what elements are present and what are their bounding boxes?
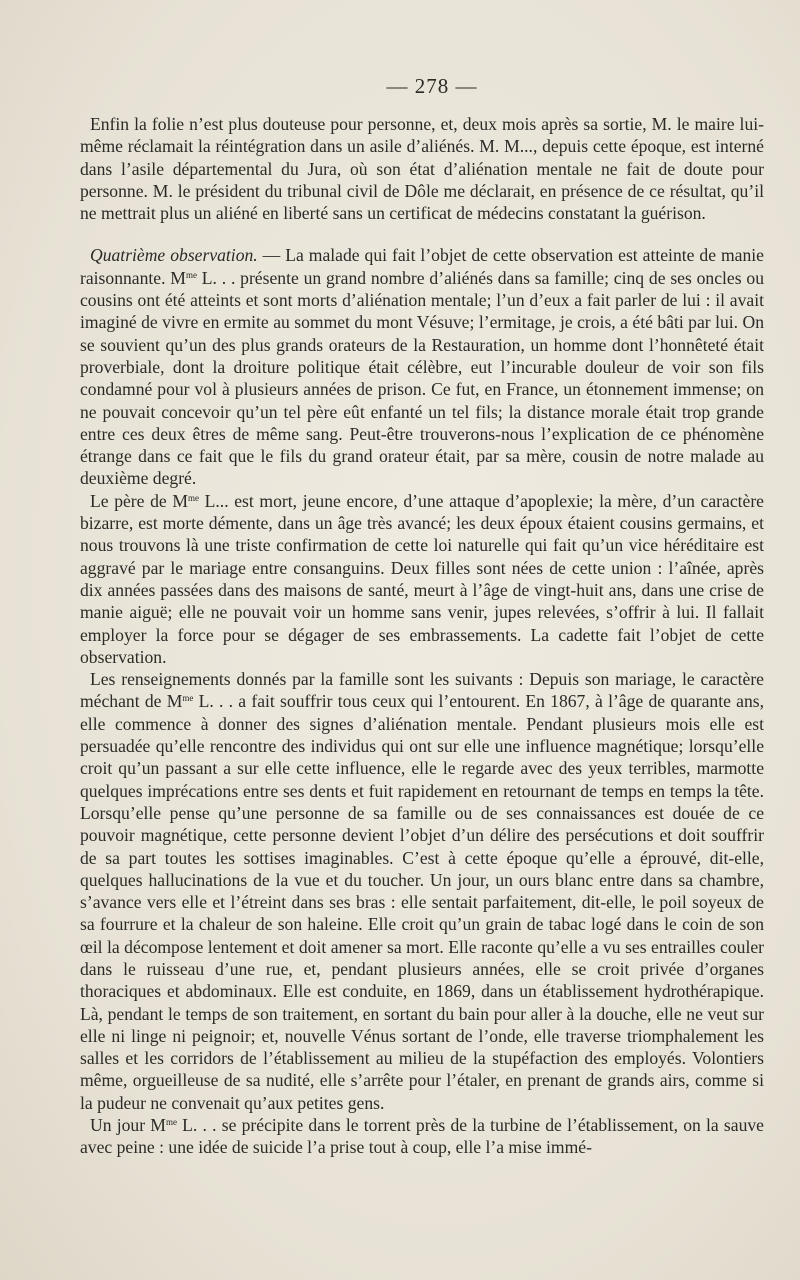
paragraph-text: Les renseignements donnés par la famille sont les suivants : Depuis son mariage, le caractère méchant de M [80,669,764,712]
superscript-abbrev: me [185,269,197,280]
body-text [80,113,764,1159]
paragraph [80,490,764,668]
paragraph [80,1114,764,1159]
superscript-abbrev: me [188,492,200,503]
paragraph-text: Un jour M [90,1115,166,1136]
paragraph-text: Le père de M [90,490,189,511]
observation-heading: Quatrième observation. [90,245,258,266]
paragraph [80,244,764,489]
paragraph-text: L. . . a fait souffrir tous ceux qui l’entourent. En 1867, à l’âge de quarante ans, elle commence à donner des signes d’aliénation mentale. Pendant plusieurs mois elle est persuadée qu’elle rencontre des individus qui ont sur elle une influence magnétique; lorsqu’elle croit qu’un passant a sur elle cette influence, elle le regarde avec des yeux terribles, marmotte quelques imprécations entre ses dents et fuit rapidement en retournant de temps en temps la tête. Lorsqu’elle pense qu’une personne de sa famille ou de ses connaissances est douée de ce pouvoir magnétique, cette personne devient l’objet d’un délire des persécutions et doit souffrir de sa part toutes les sottises imaginables. C’est à cette époque qu’elle a éprouvé, dit-elle, quelques hallucinations de la vue et du toucher. Un jour, un ours blanc entre dans sa chambre, s’avance vers elle et l’étreint dans ses bras : elle sentait parfaitement, dit-elle, le poil soyeux de sa fourrure et la chaleur de son haleine. Elle croit qu’un grain de tabac logé dans le coin de son œil la décompose lentement et doit amener sa mort. Elle raconte qu’elle a vu ses entrailles couler dans le ruisseau d’une rue, et, pendant plusieurs années, elle se croit privée d’organes thoraciques et abdominaux. Elle est conduite, en 1869, dans un établissement hydrothérapique. Là, pendant le temps de son traitement, en sortant du bain pour aller à la douche, elle ne veut sur elle ni linge ni peignoir; et, nouvelle Vénus sortant de l’onde, elle traverse triomphalement les salles et les corridors de l’établissement au milieu de la stupéfaction des employés. Volontiers même, orgueilleuse de sa nudité, elle s’arrête pour l’étaler, en prenant de grands airs, comme si la pudeur ne convenait qu’aux petites gens. [80,691,765,1113]
superscript-abbrev: me [182,693,194,704]
paragraph [80,113,764,224]
paragraph-text: L. . . se précipite dans le torrent près de la turbine de l’établissement, on la sauve avec peine : une idée de suicide l’a prise tout à coup, elle l’a mise immé- [80,1115,764,1158]
paragraph [80,668,764,1114]
page-number: — 278 — [386,74,478,98]
paragraph-text: Enfin la folie n’est plus douteuse pour personne, et, deux mois après sa sortie, M. le maire lui-même réclamait la réintégration dans un asile d’aliénés. M. M..., depuis cette époque, est interné dans l’asile départemental du Jura, où son état d’aliénation mentale ne fait de doute pour personne. M. le président du tribunal civil de Dôle me déclarait, en présence de ce résultat, qu’il ne mettrait plus un aliéné en liberté sans un certificat de médecins constatant la guérison. [80,114,764,224]
paragraph-text: L. . . présente un grand nombre d’aliénés dans sa famille; cinq de ses oncles ou cousins ont été atteints et sont morts d’aliénation mentale; l’un d’eux a fait parler de lui : il avait imaginé de vivre en ermite au sommet du mont Vésuve; l’ermitage, je crois, a été bâti par lui. On se souvient qu’un des plus grands orateurs de la Restauration, un homme dont l’honnêteté était proverbiale, dont la droiture politique était célèbre, eut l’incurable douleur de voir son fils condamné pour vol à plusieurs années de prison. Ce fut, en France, un étonnement immense; on ne pouvait concevoir qu’un tel père eût enfanté un tel fils; la distance morale était trop grande entre ces deux êtres de même sang. Peut-être trouverons-nous l’explication de ce phénomène étrange dans ce fait que le fils du grand orateur était, par sa mère, cousin de notre malade au deuxième degré. [80,267,764,489]
paragraph-text: — La malade qui fait l’objet de cette observation est atteinte de manie raisonnante. M [80,245,764,288]
paragraph-text: L... est mort, jeune encore, d’une attaque d’apoplexie; la mère, d’un caractère bizarre, est morte démente, dans un âge très avancé; les deux époux étaient cousins germains, et nous trouvons là une triste confirmation de cette loi naturelle qui fait qu’un vice héréditaire est aggravé par le mariage entre consanguins. Deux filles sont nées de cette union : l’aînée, après dix années passées dans des maisons de santé, meurt à l’âge de vingt-huit ans, dans une crise de manie aiguë; elle ne pouvait voir un homme sans venir, jupes relevées, s’offrir à lui. Il fallait employer la force pour se dégager de ses embrassements. La cadette fait l’objet de cette observation. [80,490,764,667]
superscript-abbrev: me [165,1117,177,1128]
